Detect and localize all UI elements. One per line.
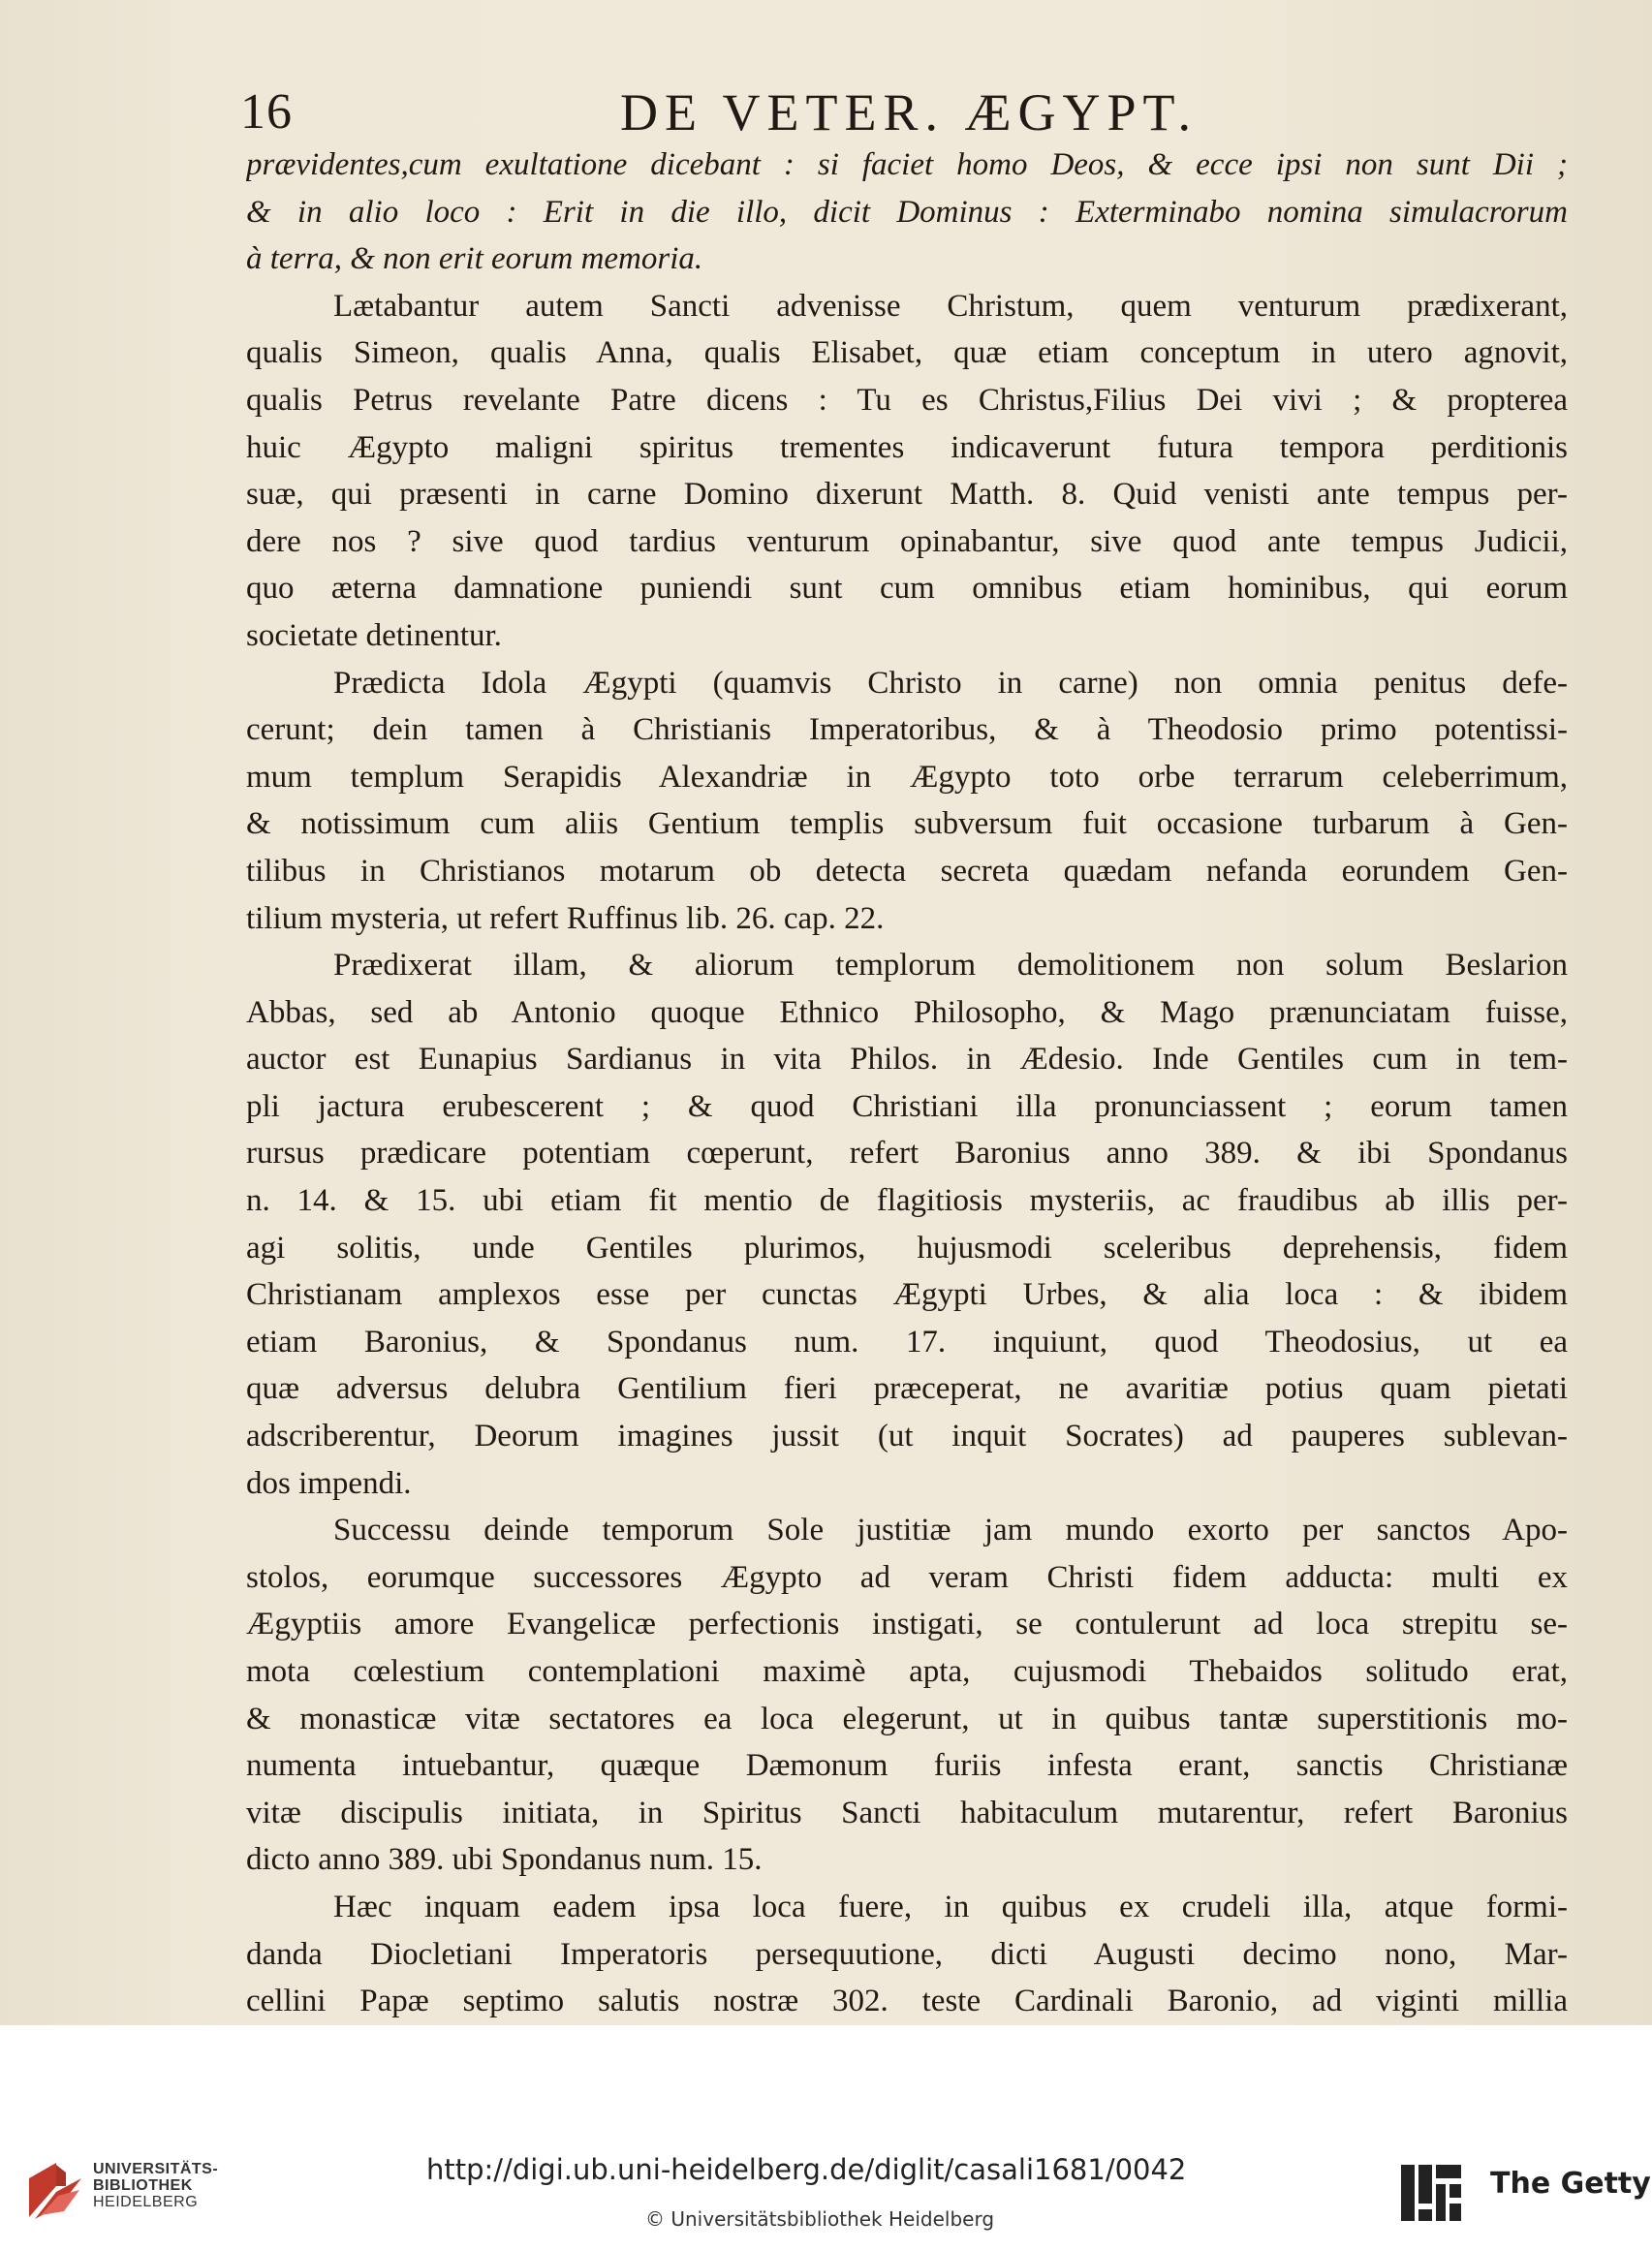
copyright-notice: © Universitätsbibliothek Heidelberg	[645, 2207, 995, 2231]
text-line: & in alio loco : Erit in die illo, dicit Dominus : Exterminabo nomina simulacrorum	[246, 194, 1568, 230]
text-line: & notissimum cum aliis Gentium templis subversum fuit occasione turbarum à Gen-	[246, 806, 1568, 842]
text-line: tilibus in Christianos motarum ob detecta secreta quædam nefanda eorundem Gen-	[246, 853, 1568, 889]
text-line: pli jactura erubescerent ; & quod Christiani illa pronunciassent ; eorum tamen	[246, 1088, 1568, 1124]
text-line: mota cœlestium contemplationi maximè apta, cujusmodi Thebaidos solitudo erat,	[246, 1654, 1568, 1689]
text-line: cerunt; dein tamen à Christianis Imperatoribus, & à Theodosio primo potentissi-	[246, 712, 1568, 748]
heidelberg-library-icon	[21, 2157, 89, 2225]
text-line: Lætabantur autem Sancti advenisse Christum, quem venturum prædixerant,	[333, 288, 1568, 324]
text-line: societate detinentur.	[246, 617, 502, 653]
page-title: DE VETER. ÆGYPT.	[620, 83, 1198, 141]
text-line: mum templum Serapidis Alexandriæ in Ægypto toto orbe terrarum celeberrimum,	[246, 759, 1568, 795]
text-line: dos impendi.	[246, 1465, 412, 1501]
text-line: adscriberentur, Deorum imagines jussit (ut inquit Socrates) ad pauperes sublevan-	[246, 1419, 1568, 1454]
text-line: suæ, qui præsenti in carne Domino dixerunt Matth. 8. Quid venisti ante tempus per-	[246, 477, 1568, 513]
text-line: Successu deinde temporum Sole justitiæ jam mundo exorto per sanctos Apo-	[333, 1513, 1568, 1548]
text-line: numenta intuebantur, quæque Dæmonum furiis infesta erant, sanctis Christianæ	[246, 1748, 1568, 1784]
partner-name: The Getty	[1490, 2167, 1651, 2201]
page-number: 16	[240, 84, 293, 140]
running-head	[240, 76, 1577, 149]
text-line: quæ adversus delubra Gentilium fieri præceperat, ne avaritiæ potius quam pietati	[246, 1371, 1568, 1407]
text-line: danda Diocletiani Imperatoris persequutione, dicti Augusti decimo nono, Mar-	[246, 1936, 1568, 1972]
text-line: Prædicta Idola Ægypti (quamvis Christo in carne) non omnia penitus defe-	[333, 665, 1568, 701]
permalink-url[interactable]: http://digi.ub.uni-heidelberg.de/diglit/casali1681/0042	[426, 2153, 1187, 2186]
text-line: cellini Papæ septimo salutis nostræ 302. teste Cardinali Baronio, ad viginti millia	[246, 1984, 1568, 2019]
text-line: Hæc inquam eadem ipsa loca fuere, in quibus ex crudeli illa, atque formi-	[333, 1889, 1568, 1924]
text-line: huic Ægypto maligni spiritus trementes indicaverunt futura tempora perditionis	[246, 429, 1568, 465]
library-name: UNIVERSITÄTS- BIBLIOTHEK HEIDELBERG	[93, 2161, 219, 2210]
text-line: rursus prædicare potentiam cœperunt, refert Baronius anno 389. & ibi Spondanus	[246, 1136, 1568, 1172]
text-line: agi solitis, unde Gentiles plurimos, hujusmodi sceleribus deprehensis, fidem	[246, 1230, 1568, 1266]
text-line: à terra, & non erit eorum memoria.	[246, 241, 703, 277]
text-line: Abbas, sed ab Antonio quoque Ethnico Philosopho, & Mago prænunciatam fuisse,	[246, 994, 1568, 1030]
text-line: n. 14. & 15. ubi etiam fit mentio de flagitiosis mysteriis, ac fraudibus ab illis per-	[246, 1183, 1568, 1219]
text-line: & monasticæ vitæ sectatores ea loca elegerunt, ut in quibus tantæ superstitionis mo-	[246, 1701, 1568, 1736]
text-line: tilium mysteria, ut refert Ruffinus lib. 26. cap. 22.	[246, 900, 885, 936]
text-line: qualis Simeon, qualis Anna, qualis Elisabet, quæ etiam conceptum in utero agnovit,	[246, 335, 1568, 371]
text-line: dicto anno 389. ubi Spondanus num. 15.	[246, 1842, 763, 1878]
text-line: qualis Petrus revelante Patre dicens : Tu es Christus,Filius Dei vivi ; & propterea	[246, 382, 1568, 418]
text-line: Christianam amplexos esse per cunctas Ægypti Urbes, & alia loca : & ibidem	[246, 1277, 1568, 1313]
text-line: dere nos ? sive quod tardius venturum opinabantur, sive quod ante tempus Judicii,	[246, 523, 1568, 559]
body-text	[246, 141, 1568, 2072]
getty-icon	[1397, 2159, 1465, 2227]
text-line: auctor est Eunapius Sardianus in vita Philos. in Ædesio. Inde Gentiles cum in tem-	[246, 1042, 1568, 1078]
text-line: prævidentes,cum exultatione dicebant : si faciet homo Deos, & ecce ipsi non sunt Dii ;	[246, 147, 1568, 182]
text-line: vitæ discipulis initiata, in Spiritus Sancti habitaculum mutarentur, refert Baronius	[246, 1795, 1568, 1830]
text-line: Prædixerat illam, & aliorum templorum demolitionem non solum Beslarion	[333, 948, 1568, 984]
text-line: etiam Baronius, & Spondanus num. 17. inquiunt, quod Theodosius, ut ea	[246, 1324, 1568, 1360]
viewer-footer	[0, 2025, 1652, 2251]
text-line: stolos, eorumque successores Ægypto ad veram Christi fidem adducta: multi ex	[246, 1559, 1568, 1595]
text-line: quo æterna damnatione puniendi sunt cum omnibus etiam hominibus, qui eorum	[246, 571, 1568, 607]
text-line: Ægyptiis amore Evangelicæ perfectionis instigati, se contulerunt ad loca strepitu se-	[246, 1607, 1568, 1642]
